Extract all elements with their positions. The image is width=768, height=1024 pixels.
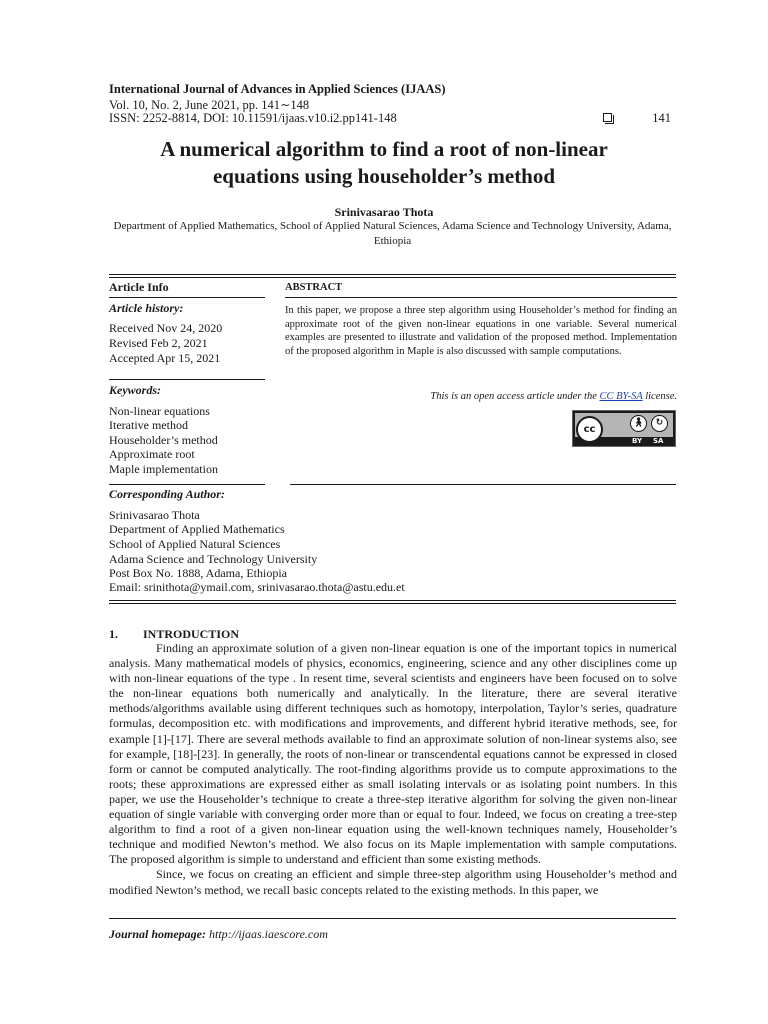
cc-sa-label: SA [653, 437, 664, 445]
article-history-label: Article history: [109, 301, 184, 315]
corresponding-line: School of Applied Natural Sciences [109, 537, 281, 551]
cc-icon: cc [576, 416, 603, 443]
page-number: 141 [652, 111, 671, 125]
corresponding-line: Srinivasarao Thota [109, 508, 200, 522]
corresponding-email: Email: srinithota@ymail.com, srinivasarao.thota@astu.edu.et [109, 580, 405, 594]
footer-rule [109, 918, 676, 919]
author-name: Srinivasarao Thota [334, 205, 434, 219]
license-post: license. [642, 391, 677, 402]
corresponding-rule-left [109, 484, 265, 485]
corresponding-line: Adama Science and Technology University [109, 552, 318, 566]
section-number: 1. [109, 627, 118, 641]
person-icon: 🚶︎ [630, 415, 647, 432]
title-line-1: A numerical algorithm to find a root of non-linear [160, 137, 608, 161]
square-icon [603, 113, 612, 122]
journal-name: International Journal of Advances in Applied Sciences (IJAAS) [109, 82, 446, 96]
accepted-date: Accepted Apr 15, 2021 [109, 351, 221, 365]
top-double-rule [109, 274, 676, 278]
keyword-item: Householder’s method [109, 433, 218, 447]
abstract-rule [285, 297, 677, 298]
corresponding-line: Post Box No. 1888, Adama, Ethiopia [109, 566, 287, 580]
corresponding-line: Department of Applied Mathematics [109, 522, 285, 536]
paragraph: Finding an approximate solution of a given non-linear equation is one of the important topics in numerical analysis. Many mathematical models of physics, economics, engineering, science and any other disciplines come up with non-linear equations of the type . In resent time, several scientists and engineers have been focused on to solve the non-linear equations both numerically and analytically. In the literature, there are several iterative methods/algorithms available using different techniques such as homotopy, interpolation, Taylor’s series, quadrature formulas, decomposition etc. with modifications and improvements, and different hybrid iterative methods, see, for example [1]-[17]. There are several methods available to find an approximate solution of non-linear systems also, see for example, [18]-[23]. In generally, the roots of non-linear or transcendental equations cannot be expressed in closed form or cannot be computed analytically. The root-finding algorithms provide us to compute approximations to the roots; these approximations are expressed either as small isolating intervals or as isolating point numbers. In this paper, we use the Householder’s technique to create a three-step iterative algorithm for solving the given non-linear equation of single variable with converging order more than or equal to four. Indeed, we focus on creating a tree-step algorithm to find a root of a given non-linear equation using the well-known techniques namely, Householder’s technique and modified Newton’s method. We also focus on its Maple implementation with sample computations. The proposed algorithm is simple to understand and efficient than some existing methods. [109, 641, 677, 867]
section-heading [109, 627, 239, 642]
paragraph: Since, we focus on creating an efficient and simple three-step algorithm using Householder’s method and modified Newton’s method, we recall basic concepts related to the existing methods. In this paper, we [109, 867, 677, 897]
corresponding-author-label: Corresponding Author: [109, 487, 225, 501]
cc-by-sa-badge[interactable] [572, 410, 676, 447]
volume-info: Vol. 10, No. 2, June 2021, pp. 141∼148 [109, 98, 310, 112]
introduction-body [109, 641, 677, 898]
abstract-heading: ABSTRACT [285, 282, 343, 293]
corresponding-rule-right [290, 484, 676, 485]
keyword-item: Approximate root [109, 447, 195, 461]
keywords-label: Keywords: [109, 383, 161, 397]
keyword-item: Non-linear equations [109, 404, 210, 418]
affiliation: Department of Applied Mathematics, School of Applied Natural Sciences, Adama Science and Technology University, Adama, Ethiopia [113, 220, 672, 247]
homepage-label: Journal homepage: [109, 927, 207, 941]
section-title: INTRODUCTION [143, 627, 240, 641]
homepage-url[interactable]: http://ijaas.iaescore.com [209, 927, 328, 941]
abstract-text: In this paper, we propose a three step algorithm using Householder’s method for finding an approximate root of the given non-linear equations in one variable. Several numerical examples are presented to illustrate and validation of the proposed method. Implementation of the proposed algorithm in Maple is also discussed with sample computations. [285, 305, 677, 357]
license-link[interactable]: CC BY-SA [599, 391, 643, 402]
cc-by-label: BY [632, 437, 643, 445]
title-line-2: equations using householder’s method [212, 164, 556, 188]
share-alike-icon: ↻ [651, 415, 668, 432]
journal-homepage [109, 927, 328, 942]
keyword-item: Iterative method [109, 418, 188, 432]
article-info-heading: Article Info [109, 280, 169, 294]
paper-title [0, 136, 768, 190]
article-info-rule [109, 297, 265, 298]
keywords-rule [109, 379, 265, 380]
issn-doi: ISSN: 2252-8814, DOI: 10.11591/ijaas.v10.i2.pp141-148 [109, 111, 397, 125]
bottom-double-rule [109, 600, 676, 604]
received-date: Received Nov 24, 2020 [109, 321, 223, 335]
license-pre: This is an open access article under the [430, 391, 600, 402]
revised-date: Revised Feb 2, 2021 [109, 336, 208, 350]
keyword-item: Maple implementation [109, 462, 218, 476]
license-statement [430, 391, 677, 402]
